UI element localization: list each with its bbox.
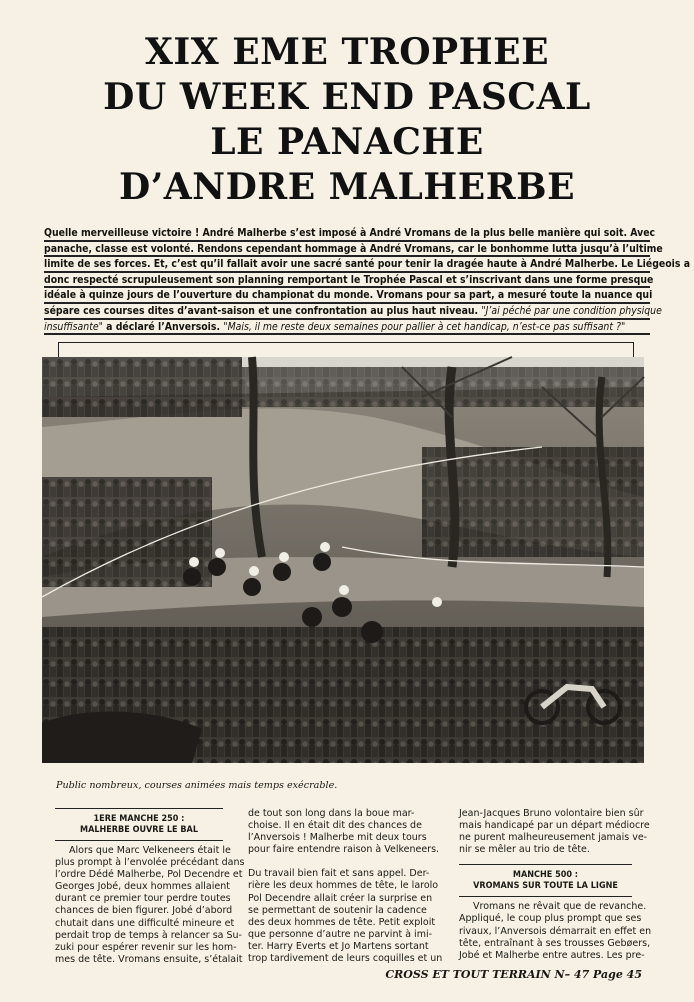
column-2 — [248, 808, 443, 965]
text-line: perdait trop de temps à relancer sa Su- — [55, 929, 242, 941]
subhead-line: VROMANS SUR TOUTE LA LIGNE — [473, 881, 618, 892]
text-line: ne purent malheureusement jamais ve- — [459, 832, 648, 844]
section-subhead — [459, 865, 632, 896]
text-line: que personne d’autre ne parvint à imi- — [248, 928, 433, 940]
column-text — [55, 845, 245, 966]
column-3 — [459, 808, 652, 962]
text-line: rière les deux hommes de tête, le larolo — [248, 880, 439, 892]
intro-line — [44, 320, 650, 336]
text-line: chutait dans une difficulté mineure et — [55, 917, 235, 929]
text-line: durant ce premier tour perdre toutes — [55, 893, 231, 905]
text-line: l’Anversois ! Malherbe mit deux tours — [248, 832, 427, 844]
intro-quote-2: "Mais, il me reste deux semaines pour pallier à cet handicap, n’est-ce pas suffisant ?" — [223, 320, 626, 333]
subhead-line: MALHERBE OUVRE LE BAL — [80, 825, 198, 835]
column-text — [248, 808, 438, 856]
text-line: mais handicapé par un départ médiocre — [459, 820, 650, 832]
text-line: Jean-Jacques Bruno volontaire bien sûr — [459, 808, 644, 819]
photo-frame — [58, 342, 634, 357]
column-text — [248, 868, 443, 965]
section-subhead — [55, 809, 223, 840]
intro-line: limite de ses forces. Et, c’est qu’il fallait avoir une sacré santé pour tenir la dragée haute à André Malherbe. Le Liégeois a — [44, 257, 650, 273]
headline-line-2: DU WEEK END PASCAL — [103, 76, 591, 118]
text-line: Pol Decendre allait créer la surprise en — [248, 892, 433, 904]
text-line: des deux hommes de tête. Petit exploit — [248, 916, 436, 928]
column-text — [459, 808, 650, 856]
intro-line-text: sépare ces courses dites d’avant-saison et une confrontation au plus haut niveau. — [44, 304, 479, 317]
text-line: plus prompt à l’envolée précédant dans — [55, 857, 245, 869]
headline — [20, 30, 674, 210]
intro-line — [44, 304, 662, 320]
text-line: se permettant de soutenir la cadence — [248, 904, 427, 916]
rule — [459, 896, 632, 897]
intro-line: Quelle merveilleuse victoire ! André Malherbe s’est imposé à André Vromans de la plus belle manière qui soit. Avec — [44, 226, 650, 242]
text-line: tête, entraînant à ses trousses Gebøers, — [459, 937, 651, 949]
intro-paragraph — [44, 226, 691, 335]
text-line: l’ordre Dédé Malherbe, Pol Decendre et — [55, 869, 243, 881]
text-line: Vromans ne rêvait que de revanche. — [473, 901, 647, 913]
headline-line-4: D’ANDRE MALHERBE — [118, 166, 576, 208]
text-line: Du travail bien fait et sans appel. Der- — [248, 868, 430, 880]
intro-line: idéale à quinze jours de l’ouverture du championat du monde. Vromans pour sa part, a mesuré toute la nuance qui — [44, 288, 650, 304]
text-line: Georges Jobé, deux hommes allaient — [55, 881, 230, 893]
headline-line-1: XIX EME TROPHEE — [144, 31, 550, 73]
subhead-line: 1ERE MANCHE 250 : — [93, 814, 185, 824]
column-1 — [55, 808, 245, 966]
headline-line-3: LE PANACHE — [210, 121, 484, 163]
text-line: Alors que Marc Velkeneers était le — [69, 845, 231, 856]
text-line: mes de tête. Vromans ensuite, s’étalait — [55, 953, 243, 965]
text-line: Jobé et Malherbe entre autres. Les pre- — [459, 949, 645, 961]
text-line: de tout son long dans la boue mar- — [248, 808, 415, 819]
page-footer: CROSS ET TOUT TERRAIN N– 47 Page 45 — [385, 968, 642, 981]
text-line: trop tardivement de leurs coquilles et un — [248, 953, 443, 965]
rule — [55, 840, 223, 841]
intro-quote-1b: insuffisante" — [44, 320, 103, 333]
motocross-photo — [42, 357, 644, 763]
intro-declared: a déclaré l’Anversois. — [102, 320, 224, 333]
text-line: nir se mêler au trio de tête. — [459, 844, 590, 856]
motocross-photo-illustration — [42, 357, 644, 763]
intro-line: donc respecté scrupuleusement son planning remportant le Trophée Pascal et s’inscrivant dans une forme presque — [44, 273, 650, 289]
text-line: ter. Harry Everts et Jo Martens sortant — [248, 940, 429, 952]
text-line: pour faire entendre raison à Velkeneers. — [248, 844, 440, 856]
subhead-line: MANCHE 500 : — [512, 870, 579, 881]
intro-line: panache, classe est volonté. Rendons cependant hommage à André Vromans, car le bonhomme lutta jusqu’à l’ultime — [44, 242, 650, 258]
text-line: rivaux, l’Anversois démarrait en effet en — [459, 925, 652, 937]
photo-caption: Public nombreux, courses animées mais temps exécrable. — [56, 780, 338, 791]
text-line: zuki pour espérer revenir sur les hom- — [55, 941, 237, 953]
column-text — [459, 901, 652, 961]
text-line: Appliqué, le coup plus prompt que ses — [459, 913, 642, 925]
intro-quote-1: "J’ai péché par une condition physique — [481, 304, 662, 317]
text-line: chances de bien figurer. Jobé d’abord — [55, 905, 233, 917]
text-line: choise. Il en était dit des chances de — [248, 820, 422, 832]
